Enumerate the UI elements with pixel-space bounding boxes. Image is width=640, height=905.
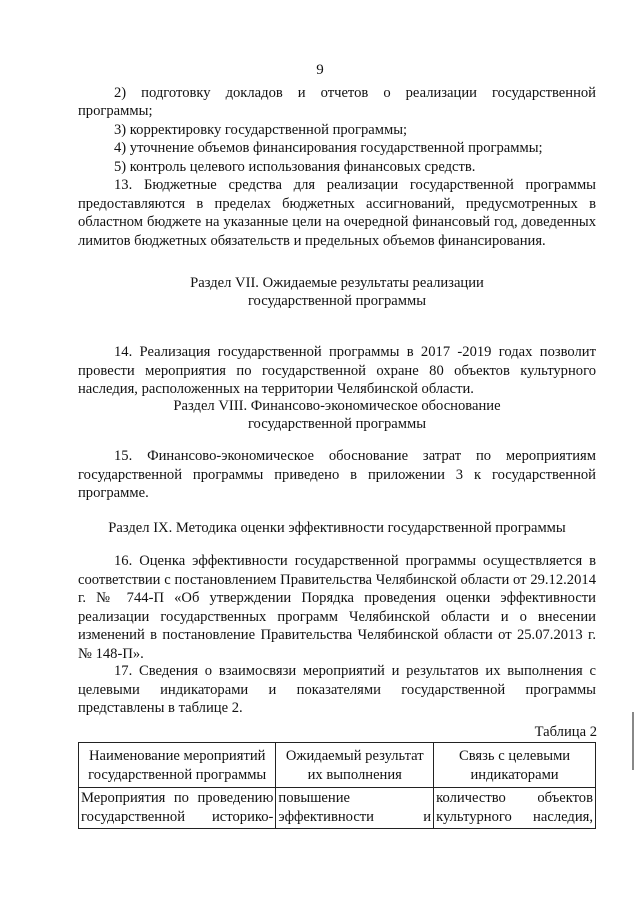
paragraph-13: 13. Бюджетные средства для реализации государственной программы предоставляются в пределах бюджетных ассигнований, предусмотренных в областном бюджете на указанные цели на очередной финансовый год, доведенных лимитов бюджетных обязательств и предельных объемов финансирования. [78,177,596,249]
section-7-heading-line1: Раздел VII. Ожидаемые результаты реализации [190,275,484,291]
paragraph-16: 16. Оценка эффективности государственной программы осуществляется в соответствии с постановлением Правительства Челябинской области от 29.12.2014 г. № 744-П «Об утверждении Порядка проведения оценки эффективности реализации государственных программ Челябинской области и о внесении изменений в постановление Правительства Челябинской области от 25.07.2013 г. № 148-П». [78,553,596,662]
table-header-row [79,743,596,788]
relationship-table [78,742,596,829]
table-header-cell: Наименование мероприятий государственной программы [79,743,276,788]
paragraph-14: 14. Реализация государственной программы в 2017 -2019 годах позволит провести мероприятия по государственной охране 80 объектов культурного наследия, расположенных на территории Челябинской области. [78,344,596,398]
section-9-heading: Раздел IX. Методика оценки эффективности государственной программы [108,520,566,536]
table-header-cell: Ожидаемый результат их выполнения [276,743,434,788]
paragraph-17: 17. Сведения о взаимосвязи мероприятий и результатов их выполнения с целевыми индикаторами и показателями государственной программы представлены в таблице 2. [78,663,596,717]
table-row [79,788,596,829]
table-cell: повышение эффективности и [276,788,434,829]
list-item-2-line1: 2) подготовку докладов и отчетов о реализации государственной [114,85,596,101]
list-item-3: 3) корректировку государственной программы; [114,122,408,138]
scan-margin-mark [632,712,634,770]
list-item-2-line2: программы; [78,103,153,119]
table-cell: Мероприятия по проведению государственной историко- [79,788,276,829]
section-8-heading-line2: государственной программы [247,416,427,432]
table-header-cell: Связь с целевыми индикаторами [434,743,596,788]
table-label: Таблица 2 [534,724,597,740]
section-8-heading-line1: Раздел VIII. Финансово-экономическое обоснование [173,398,501,414]
table-cell: количество объектов культурного наследия, [434,788,596,829]
section-7-heading-line2: государственной программы [247,293,427,309]
list-item-4: 4) уточнение объемов финансирования государственной программы; [114,140,543,156]
list-item-5: 5) контроль целевого использования финансовых средств. [114,159,476,175]
paragraph-15: 15. Финансово-экономическое обоснование затрат по мероприятиям государственной программы приведено в приложении 3 к государственной программе. [78,448,596,502]
page-number: 9 [316,62,324,78]
